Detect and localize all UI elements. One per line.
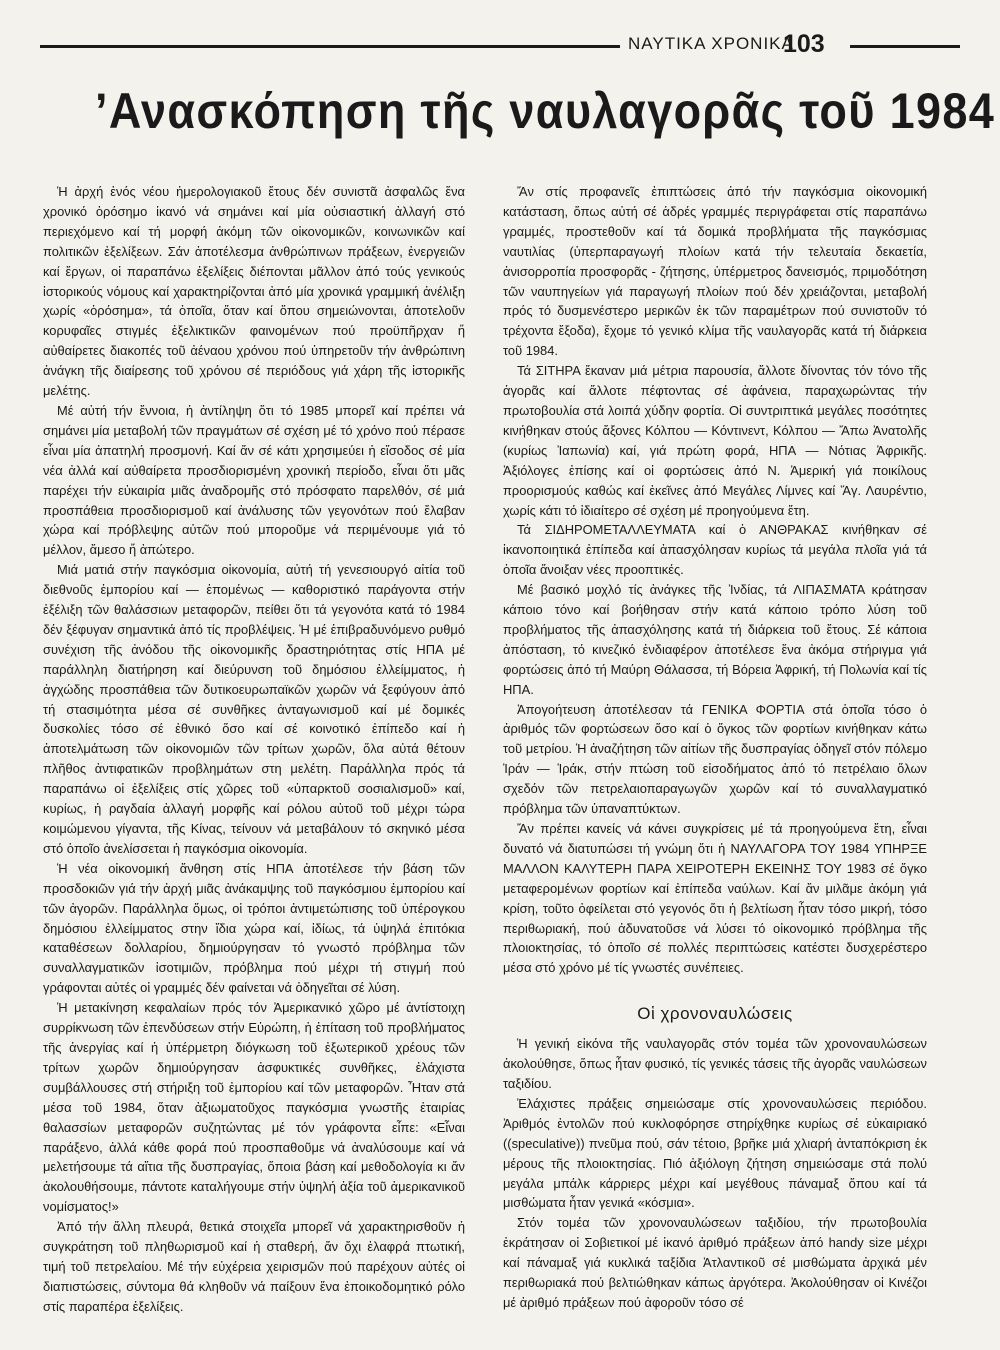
right-column: [503, 182, 927, 1313]
article-title: ’Ανασκόπηση τῆς ναυλαγορᾶς τοῦ 1984: [95, 83, 996, 139]
running-title: ΝΑΥΤΙΚΑ ΧΡΟΝΙΚΑ: [628, 34, 794, 53]
paragraph: Τά ΣΙΔΗΡΟΜΕΤΑΛΛΕΥΜΑΤΑ καί ὁ ΑΝΘΡΑΚΑΣ κινήθηκαν σέ ἱκανοποιητικά ἐπίπεδα καί ἀπασχόλησαν κυρίως τά μεγάλα πλοῖα γιά τά ὁποῖα ἄνοιξαν νέες προοπτικές.: [503, 522, 927, 578]
paragraph: Τά ΣΙΤΗΡΑ ἔκαναν μιά μέτρια παρουσία, ἄλλοτε δίνοντας τόν τόνο τῆς ἀγορᾶς καί ἄλλοτε πέφτοντας σέ ἀφάνεια, παραχωρώντας τήν πρωτοβουλία στά λοιπά χύδην φορτία. Οἱ συντριπτικά μεγάλες ποσότητες κινήθηκαν στούς ἄξονες Κόλπου — Κόντινεντ, Κόλπου — Ἄπω Ἀνατολῆς (κυρίως Ἰαπωνία) καί, γιά πρώτη φορά, ΗΠΑ — Νότιας Ἀφρικῆς. Ἀξιόλογες ἐπίσης καί οἱ φορτώσεις ἀπό Ν. Ἀμερική γιά ποικίλους προορισμούς καθώς καί ἐκεῖνες ἀπό Μεγάλες Λίμνες καί Ἅγ. Λαυρέντιο, χωρίς κάτι τό ἰδιαίτερο σέ σχέση μέ προηγούμενα ἔτη.: [503, 363, 927, 518]
paragraph: Ἄν πρέπει κανείς νά κάνει συγκρίσεις μέ τά προηγούμενα ἔτη, εἶναι δυνατό νά διατυπώσει τή γνώμη ὅτι ἡ ΝΑΥΛΑΓΟΡΑ ΤΟΥ 1984 ΥΠΗΡΞΕ ΜΑΛΛΟΝ ΚΑΛΥΤΕΡΗ ΠΑΡΑ ΧΕΙΡΟΤΕΡΗ ΕΚΕΙΝΗΣ ΤΟΥ 1983 σέ ὄγκο μεταφερομένων φορτίων καί ἐπίπεδα ναύλων. Καί ἄν μιλᾶμε ἀκόμη γιά κρίση, τοῦτο ὀφείλεται στό γεγονός ὅτι ἡ βελτίωση ἦταν τόσο μικρή, τόσο περιθωριακή, πού ἀδυνατοῦσε νά λύσει τό οἰκονομικό πρόβλημα τῆς πλοιοκτησίας, τό ὁποῖο σέ πολλές περιπτώσεις κατέστει δυσχερέστερο μέσα στό χρόνο μέ τίς γνωστές συνέπειες.: [503, 821, 927, 976]
left-column: [43, 182, 465, 1317]
paragraph: Μέ αὐτή τήν ἔννοια, ἡ ἀντίληψη ὅτι τό 1985 μπορεῖ καί πρέπει νά σημάνει μία μεταβολή τῶν πραγμάτων σέ σχέση μέ τό χρόνο πού πέρασε εἶναι μία ἀπατηλή προσμονή. Καί ἄν σέ κάτι χρησιμεύει ἡ εἴσοδος σέ μία νέα ἀλλά καί αὐθαίρετα προσδιορισμένη χρονική περίοδο, εἶναι ὅτι μᾶς παρέχει τήν εὐκαιρία μιᾶς ἀναδρομῆς στό πρόσφατο παρελθόν, σέ μιά προσπάθεια προσδιορισμοῦ καί ἀνάλυσης τῶν γεγονότων πού ἔλαβαν χώρα καί πρόβλεψης αὐτῶν πού μποροῦμε νά περιμένουμε γιά τό μέλλον, ἄμεσο ἤ ἀπώτερο.: [43, 402, 465, 558]
paragraph: Ἡ ἀρχή ἑνός νέου ἡμερολογιακοῦ ἔτους δέν συνιστᾶ ἀσφαλῶς ἕνα χρονικό ὁρόσημο ἱκανό νά σημάνει καί μία οὐσιαστική ἀλλαγή στό περιεχόμενο καί τή μορφή ἀκόμη τῶν οἰκονομικῶν, κοινωνικῶν καί πολιτικῶν ἐξελίξεων. Σάν ἀποτέλεσμα ἀνθρώπινων πράξεων, ἐνεργειῶν καί ἔργων, οἱ παραπάνω ἐξελίξεις διέπονται μᾶλλον ἀπό τούς γενικούς ἱστορικούς νόμους καί χαρακτηρίζονται ἀπό μία χρονικά γραμμική ἀνέλιξη χωρίς «ὁρόσημα», τά ὁποῖα, ὅταν καί ὅπου σημειώνονται, ἀποτελοῦν κορυφαῖες στιγμές ἐξελικτικῶν φαινομένων πού προϋπῆρχαν ἤ αὐθαίρετες διακοπές τοῦ ἀέναου χρόνου πού ὑπηρετοῦν τήν ἀνθρώπινη ἀνάγκη τῆς διαίρεσης τοῦ χρόνου σέ περιόδους γιά χάρη τῆς ἱστορικῆς μελέτης.: [43, 184, 465, 399]
section-heading: Οἱ χρονοναυλώσεις: [637, 1004, 793, 1024]
paragraph: Ἀπογοήτευση ἀποτέλεσαν τά ΓΕΝΙΚΑ ΦΟΡΤΙΑ στά ὁποῖα τόσο ὁ ἀριθμός τῶν φορτώσεων ὅσο καί ὁ ὄγκος τῶν φορτίων κινήθηκαν κάτω τοῦ μετρίου. Ἡ ἀναζήτηση τῶν αἰτίων τῆς δυσπραγίας ὁδηγεῖ στόν πόλεμο Ἰράν — Ἰράκ, στήν πτώση τοῦ εἰσοδήματος ἀπό τό πετρέλαιο ὅλων σχεδόν τῶν πετρελαιοπαραγωγῶν χωρῶν καί τό συναλλαγματικό πρόβλημα τῶν ὑπαναπτύκτων.: [503, 701, 927, 817]
paragraph: Ἐλάχιστες πράξεις σημειώσαμε στίς χρονοναυλώσεις περιόδου. Ἀριθμός ἐντολῶν πού κυκλοφόρησε στηρίχθηκε κυρίως σέ εὐκαιριακό ((speculative)) πνεῦμα πού, σάν τέτοιο, βρῆκε μιά χλιαρή ἀνταπόκριση ἐκ μέρους τῆς πλοιοκτησίας. Πιό ἀξιόλογη ζήτηση σημειώσαμε στά πολύ μεγάλα μπάλκ κάρριερς μέχρι καί μεγέθους πάναμαξ ὅπου καί τά μισθώματα ἦταν γενικά «κόσμια».: [503, 1095, 927, 1211]
paragraph: Ἡ γενική εἰκόνα τῆς ναυλαγορᾶς στόν τομέα τῶν χρονοναυλώσεων ἀκολούθησε, ὅπως ἦταν φυσικό, τίς γενικές τάσεις τῆς ἀγορᾶς ναυλώσεων ταξιδίου.: [503, 1036, 927, 1091]
paragraph: Στόν τομέα τῶν χρονοναυλώσεων ταξιδίου, τήν πρωτοβουλία ἐκράτησαν οἱ Σοβιετικοί μέ ἱκανό ἀριθμό πράξεων ἀπό handy size μέχρι καί πάναμαξ γιά κυκλικά ταξίδια Ἀτλαντικοῦ σέ μισθώματα ἀρχικά μέν περιθωριακά πού βελτιώθηκαν κάπως ἀργότερα. Ἀκολούθησαν οἱ Κινέζοι μέ ἀριθμό πράξεων πού ἀφοροῦν τόσο σέ: [503, 1215, 927, 1310]
paragraph: Ἡ μετακίνηση κεφαλαίων πρός τόν Ἀμερικανικό χῶρο μέ ἀντίστοιχη συρρίκνωση τῶν ἐπενδύσεων στήν Εὐρώπη, ἡ ἐπίταση τοῦ προβλήματος τῆς ἀνεργίας καί ἡ ὑπέρμετρη διόγκωση τοῦ ἐξωτερικοῦ χρέους τῶν τρίτων χωρῶν δημιούργησαν ἀσφυκτικές συνθῆκες, ἐλάχιστα συμβάλλουσες στή στήριξη τοῦ ἐμπορίου καί τῶν μεταφορῶν. Ἦταν στά μέσα τοῦ 1984, ὅταν ἀξιωματοῦχος παγκόσμια γνωστῆς ἑταιρίας θαλασσίων μεταφορῶν συζητώντας μέ τόν γράφοντα εἶπε: «Εἶναι παράξενο, ἀλλά κάθε φορά πού προσπαθοῦμε νά ἀναλύσουμε καί νά μελετήσουμε τά αἴτια τῆς δυσπραγίας, ὅποια βάση καί μεθοδολογία κι ἄν ἀκολουθήσουμε, πάντοτε καταλήγουμε στήν ὑψηλή ἀξία τοῦ ἀμερικανικοῦ νομίσματος!»: [43, 1000, 465, 1215]
paragraph: Ἄν στίς προφανεῖς ἐπιπτώσεις ἀπό τήν παγκόσμια οἰκονομική κατάσταση, ὅπως αὐτή σέ ἁδρές γραμμές περιγράφεται στίς παραπάνω γραμμές, προστεθοῦν καί τά δομικά προβλήματα τῆς παγκόσμιας ναυτιλίας (ὑπερπαραγωγή πλοίων κατά τήν τελευταία δεκαετία, ἀνισορροπία προσφορᾶς - ζήτησης, ὑπέρμετρος δανεισμός, πριμοδότηση τῶν ναυπηγείων γιά παραγωγή πλοίων πού δέν χρειάζονται, μεταβολή πρός τό δυσμενέστερο μερικῶν ἐκ τῶν παραμέτρων πού συνιστοῦν τό τρέχοντα ἔξοδα), ἔχομε τό γενικό κλίμα τῆς ναυλαγορᾶς κατά τή διάρκεια τοῦ 1984.: [503, 184, 927, 359]
header-rule-left: [40, 45, 620, 48]
paragraph: Μιά ματιά στήν παγκόσμια οἰκονομία, αὐτή τή γενεσιουργό αἰτία τοῦ διεθνοῦς ἐμπορίου καί — ἑπομένως — καθοριστικό παράγοντα στήν ἐξέλιξη τῶν θαλάσσιων μεταφορῶν, πείθει ὅτι τά γεγονότα κατά τό 1984 δέν ξέφυγαν σημαντικά ἀπό τίς προβλέψεις. Ἡ μέ ἐπιβραδυνόμενο ρυθμό συνέχιση τῆς ἀνόδου τῆς οἰκονομικῆς δραστηριότητας στίς ΗΠΑ μέ παράλληλη διατήρηση καί διεύρυνση τοῦ δημόσιου ἐλλείμματος, ἡ ἀγχώδης προσπάθεια τῶν δυτικοευρωπαϊκῶν χωρῶν νά ξεφύγουν ἀπό τή στασιμότητα μέσα σέ συνθῆκες ἀνταγωνισμοῦ καί μέ δομικές δυσκολίες τόσο σέ ἐθνικό ὅσο καί σέ κοινοτικό ἐπίπεδο καί ἡ ἀποτελμάτωση τῶν οἰκονομιῶν τῶν τρίτων χωρῶν, ὅλα αὐτά θέτουν πλῆθος ἀντιφατικῶν προβλημάτων στη μελέτη. Παράλληλα πρός τά παραπάνω οἱ ἐξελίξεις στίς χῶρες τοῦ «ὑπαρκτοῦ σοσιαλισμοῦ» καί, κυρίως, ἡ ραγδαία ἀλλαγή μορφῆς καί ρόλου αὐτοῦ τοῦ μέχρι τώρα κοιμώμενου γίγαντα, τῆς Κίνας, τείνουν νά μεταβάλουν τό σκηνικό μέσα στό ὁποῖο ἀνελίσσεται ἡ παγκόσμια οἰκονομία.: [43, 562, 465, 856]
paragraph: Ἀπό τήν ἄλλη πλευρά, θετικά στοιχεῖα μπορεῖ νά χαρακτηρισθοῦν ἡ συγκράτηση τοῦ πληθωρισμοῦ καί ἡ σταθερή, ἄν ὄχι ἐλαφρά πτωτική, τιμή τοῦ πετρελαίου. Μέ τήν εὐχέρεια χειρισμῶν πού παρέχουν αὐτές οἱ διαπιστώσεις, σύντομα θά κληθοῦν νά παίξουν ἕνα ἐποικοδομητικό ρόλο στίς παραπέρα ἐξελίξεις.: [43, 1219, 465, 1314]
paragraph: Μέ βασικό μοχλό τίς ἀνάγκες τῆς Ἰνδίας, τά ΛΙΠΑΣΜΑΤΑ κράτησαν κάποιο τόνο καί βοήθησαν στήν κατά κάποιο τρόπο λύση τοῦ προβλήματος τῆς ἀπασχόλησης κατά τή διάρκεια τοῦ ἔτους. Σέ κάποια ἀπόσταση, τό κινεζικό ἐνδιαφέρον ἀποτέλεσε ἕνα ἀκόμα στήριγμα γιά φορτώσεις ἀπό τή Μαύρη Θάλασσα, τή Βόρεια Ἀφρική, τή Πολωνία καί τίς ΗΠΑ.: [503, 582, 927, 697]
paragraph: Ἡ νέα οἰκονομική ἄνθηση στίς ΗΠΑ ἀποτέλεσε τήν βάση τῶν προσδοκιῶν γιά τήν ἀρχή μιᾶς ἀνάκαμψης τοῦ παγκόσμιου ἐμπορίου καί τῶν ἀγορῶν. Παράλληλα ὅμως, οἱ τρόποι ἀντιμετώπισης τοῦ ὑπέρογκου δημόσιου ἐλλείμματος στην ἴδια χώρα καί, ἰδίως, τά ὑψηλά ἐπιτόκια καταθέσεων δολλαρίου, δημιούργησαν τό γνωστό πρόβλημα τῶν συναλλαγματικῶν ἰσοτιμιῶν, πρόβλημα πού μέχρι τή στιγμή πού γράφονται αὐτές οἱ γραμμές δέν φαίνεται νά ὁδηγεῖται σέ λύση.: [43, 860, 465, 996]
page-number: 103: [783, 30, 825, 58]
header-rule-right: [850, 45, 960, 48]
